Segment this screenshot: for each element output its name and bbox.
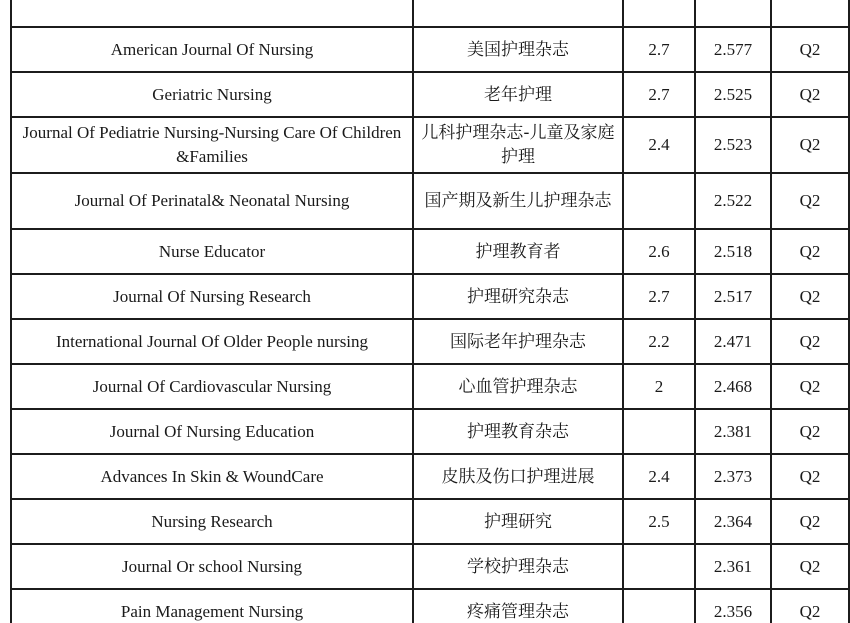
table-row <box>11 544 849 589</box>
journal-name-cell: Journal Or school Nursing <box>11 544 413 589</box>
journal-name-cell: Nurse Educator <box>11 229 413 274</box>
chinese-name-cell: 老年护理 <box>413 72 623 117</box>
impact-factor-cell <box>695 0 771 27</box>
table-row <box>11 117 849 173</box>
impact-factor-cell: 2.364 <box>695 499 771 544</box>
quartile-cell: Q2 <box>771 364 849 409</box>
quartile-cell: Q2 <box>771 589 849 623</box>
chinese-name-cell: 护理研究 <box>413 499 623 544</box>
five-year-if-cell: 2 <box>623 364 695 409</box>
impact-factor-cell: 2.518 <box>695 229 771 274</box>
table-row <box>11 454 849 499</box>
chinese-name-cell: 国际老年护理杂志 <box>413 319 623 364</box>
quartile-cell: Q2 <box>771 499 849 544</box>
quartile-cell: Q2 <box>771 229 849 274</box>
five-year-if-cell: 2.7 <box>623 27 695 72</box>
table-row <box>11 409 849 454</box>
impact-factor-cell: 2.525 <box>695 72 771 117</box>
table-row <box>11 319 849 364</box>
chinese-name-cell: 学校护理杂志 <box>413 544 623 589</box>
impact-factor-cell: 2.523 <box>695 117 771 173</box>
quartile-cell: Q2 <box>771 173 849 229</box>
journal-name-cell: Journal Of Perinatal& Neonatal Nursing <box>11 173 413 229</box>
impact-factor-cell: 2.471 <box>695 319 771 364</box>
impact-factor-cell: 2.381 <box>695 409 771 454</box>
five-year-if-cell <box>623 409 695 454</box>
table-row <box>11 27 849 72</box>
journal-name-cell: Nursing Research <box>11 499 413 544</box>
journal-name-cell: Journal Of Nursing Education <box>11 409 413 454</box>
chinese-name-cell: 心血管护理杂志 <box>413 364 623 409</box>
table-row <box>11 364 849 409</box>
impact-factor-cell: 2.361 <box>695 544 771 589</box>
five-year-if-cell: 2.6 <box>623 229 695 274</box>
table-row <box>11 229 849 274</box>
chinese-name-cell: 皮肤及伤口护理进展 <box>413 454 623 499</box>
quartile-cell: Q2 <box>771 117 849 173</box>
table-row <box>11 173 849 229</box>
chinese-name-cell: 国产期及新生儿护理杂志 <box>413 173 623 229</box>
journal-name-cell: Pain Management Nursing <box>11 589 413 623</box>
impact-factor-cell: 2.373 <box>695 454 771 499</box>
chinese-name-cell <box>413 0 623 27</box>
journal-name-cell: Journal Of Nursing Research <box>11 274 413 319</box>
journal-name-cell: Journal Of Pediatrie Nursing-Nursing Care Of Children &Families <box>11 117 413 173</box>
quartile-cell <box>771 0 849 27</box>
quartile-cell: Q2 <box>771 27 849 72</box>
five-year-if-cell: 2.4 <box>623 454 695 499</box>
five-year-if-cell <box>623 0 695 27</box>
impact-factor-cell: 2.356 <box>695 589 771 623</box>
journal-name-cell: International Journal Of Older People nursing <box>11 319 413 364</box>
chinese-name-cell: 护理教育杂志 <box>413 409 623 454</box>
chinese-name-cell: 护理研究杂志 <box>413 274 623 319</box>
journal-name-cell: Advances In Skin & WoundCare <box>11 454 413 499</box>
five-year-if-cell <box>623 173 695 229</box>
quartile-cell: Q2 <box>771 454 849 499</box>
quartile-cell: Q2 <box>771 409 849 454</box>
table-row <box>11 72 849 117</box>
chinese-name-cell: 儿科护理杂志-儿童及家庭护理 <box>413 117 623 173</box>
five-year-if-cell: 2.7 <box>623 274 695 319</box>
journal-table <box>10 0 850 623</box>
journal-name-cell: Geriatric Nursing <box>11 72 413 117</box>
table-row <box>11 589 849 623</box>
five-year-if-cell: 2.2 <box>623 319 695 364</box>
quartile-cell: Q2 <box>771 72 849 117</box>
table-row <box>11 499 849 544</box>
five-year-if-cell <box>623 589 695 623</box>
table-row <box>11 274 849 319</box>
chinese-name-cell: 美国护理杂志 <box>413 27 623 72</box>
table-row <box>11 0 849 27</box>
quartile-cell: Q2 <box>771 544 849 589</box>
chinese-name-cell: 护理教育者 <box>413 229 623 274</box>
five-year-if-cell <box>623 544 695 589</box>
journal-name-cell <box>11 0 413 27</box>
journal-name-cell: Journal Of Cardiovascular Nursing <box>11 364 413 409</box>
chinese-name-cell: 疼痛管理杂志 <box>413 589 623 623</box>
impact-factor-cell: 2.468 <box>695 364 771 409</box>
impact-factor-cell: 2.522 <box>695 173 771 229</box>
five-year-if-cell: 2.4 <box>623 117 695 173</box>
impact-factor-cell: 2.517 <box>695 274 771 319</box>
impact-factor-cell: 2.577 <box>695 27 771 72</box>
journal-name-cell: American Journal Of Nursing <box>11 27 413 72</box>
five-year-if-cell: 2.7 <box>623 72 695 117</box>
quartile-cell: Q2 <box>771 274 849 319</box>
quartile-cell: Q2 <box>771 319 849 364</box>
five-year-if-cell: 2.5 <box>623 499 695 544</box>
